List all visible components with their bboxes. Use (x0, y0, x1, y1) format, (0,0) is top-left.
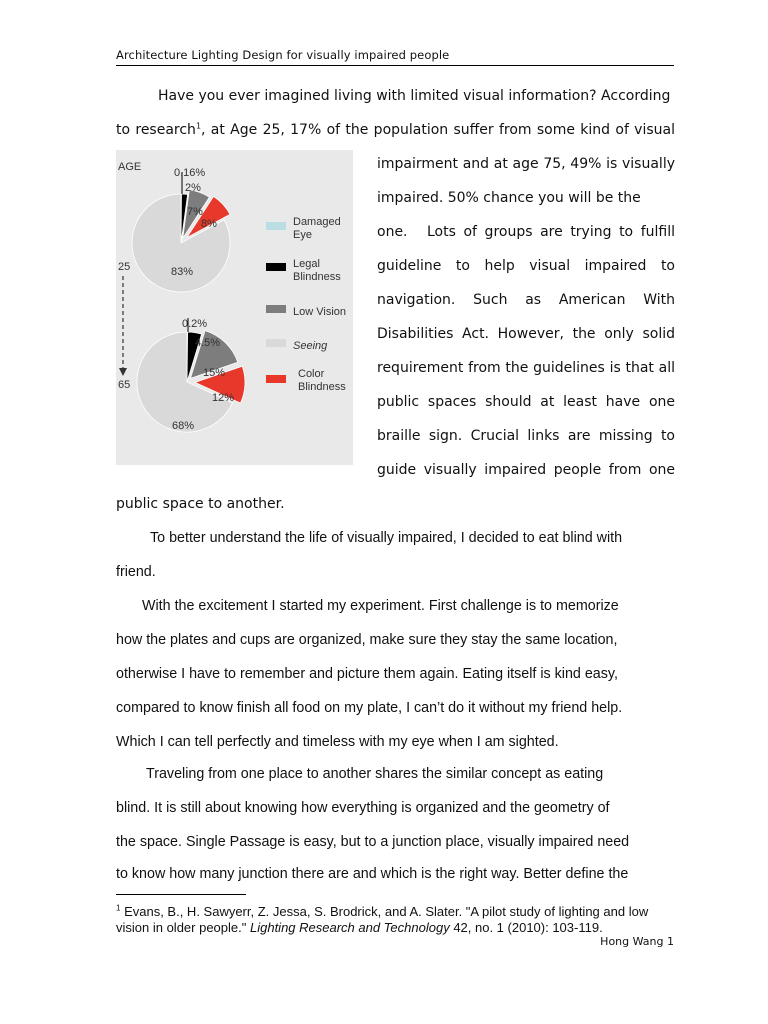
intro-line-1: Have you ever imagined living with limited visual information? According (158, 88, 671, 104)
legend-label-color-2: Blindness (298, 381, 346, 393)
intro-wrap-line: braille sign. Crucial links are missing to (377, 428, 675, 444)
legend-swatch-seeing (266, 339, 286, 347)
para3-line-3: otherwise I have to remember and picture them again. Eating itself is kind easy, (116, 666, 618, 682)
pie65-label-legal: 4.5% (195, 337, 221, 349)
para3-line-1: With the excitement I started my experiment. First challenge is to memorize (142, 598, 619, 614)
legend-label-legal: Legal (293, 258, 320, 270)
para4-line-3: the space. Single Passage is easy, but to a junction place, visually impaired need (116, 834, 630, 850)
pie25-label-seeing: 83% (171, 266, 194, 278)
intro-wrap-line: public spaces should at least have one (377, 394, 675, 410)
legend (266, 216, 346, 393)
legend-label-lowvision: Low Vision (293, 306, 346, 318)
legend-swatch-damaged (266, 222, 286, 230)
legend-label-legal-2: Blindness (293, 271, 341, 283)
intro-wrap-line: Disabilities Act. However, the only solid (377, 326, 675, 342)
intro-last-line: public space to another. (116, 496, 285, 512)
pie65-label-seeing: 68% (172, 420, 195, 432)
intro-wrap-line: impaired. 50% chance you will be the one. (377, 190, 641, 240)
intro-wrap-line: guideline to help visual impaired to (377, 258, 675, 274)
pie25-label-color: 8% (201, 218, 217, 230)
age-25-label: 25 (118, 261, 131, 273)
intro-wrap-line: navigation. Such as American With (377, 292, 675, 308)
legend-label-damaged: Damaged (293, 216, 341, 228)
legend-label-seeing: Seeing (293, 340, 328, 352)
intro-wrap-line: guide visually impaired people from one (377, 462, 675, 478)
legend-label-color: Color (298, 368, 325, 380)
intro-wrap-line: impairment and at age 75, 49% is visually (377, 156, 675, 172)
para3-line-4: compared to know finish all food on my plate, I can’t do it without my friend help. (116, 700, 623, 716)
para4-line-4: to know how many junction there are and which is the right way. Better define the (116, 866, 629, 882)
footnote-ref: 1 (195, 121, 202, 131)
pie-charts (116, 150, 353, 465)
intro-wrap-line: Lots of groups are trying to fulfill (427, 224, 675, 240)
age-axis-label: AGE (118, 161, 142, 173)
pie65-label-damaged: 0.2% (182, 318, 208, 330)
pie65-label-color: 12% (212, 392, 235, 404)
para2-line-2: friend. (116, 564, 156, 580)
pie25-label-lowvision: 7% (187, 206, 203, 218)
footnote-divider (116, 894, 246, 895)
page-number: Hong Wang 1 (600, 935, 674, 948)
legend-swatch-lowvision (266, 305, 286, 313)
para2-line-1: To better understand the life of visually impaired, I decided to eat blind with (150, 530, 623, 546)
age-65-label: 65 (118, 379, 131, 391)
para4-line-1: Traveling from one place to another shares the similar concept as eating (146, 766, 604, 782)
legend-label-damaged-2: Eye (293, 229, 312, 241)
age-arrow-head (119, 368, 127, 376)
pie25-label-legal: 2% (185, 182, 201, 194)
footnote-journal: Lighting Research and Technology (249, 920, 450, 935)
footnote-number: 1 (116, 903, 121, 913)
footnote: $^1$ Evans, B., H. Sawyerr, Z. Jessa, S. Brodrick, and A. Slater. "A pilot study of lighting and low vision in older people." Lighting Research and Technology 42, no. 1 (2010): 103-119. (116, 903, 649, 935)
vision-statistics-figure (116, 150, 353, 465)
pie25-label-damaged: 0.16% (174, 167, 206, 179)
legend-swatch-color (266, 375, 286, 383)
intro-wrap-line: requirement from the guidelines is that all (377, 360, 675, 376)
running-header: Architecture Lighting Design for visually impaired people (116, 48, 674, 66)
para4-line-2: blind. It is still about knowing how everything is organized and the geometry of (116, 800, 610, 816)
legend-swatch-legal (266, 263, 286, 271)
para3-line-2: how the plates and cups are organized, make sure they stay the same location, (116, 632, 618, 648)
para3-line-5: Which I can tell perfectly and timeless with my eye when I am sighted. (116, 734, 559, 750)
pie65-label-lowvision: 15% (203, 367, 226, 379)
pie-age-65 (137, 318, 245, 432)
intro-line-2: to research$^1$, at Age 25, 17% of the population suffer from some kind of visual (116, 121, 675, 138)
